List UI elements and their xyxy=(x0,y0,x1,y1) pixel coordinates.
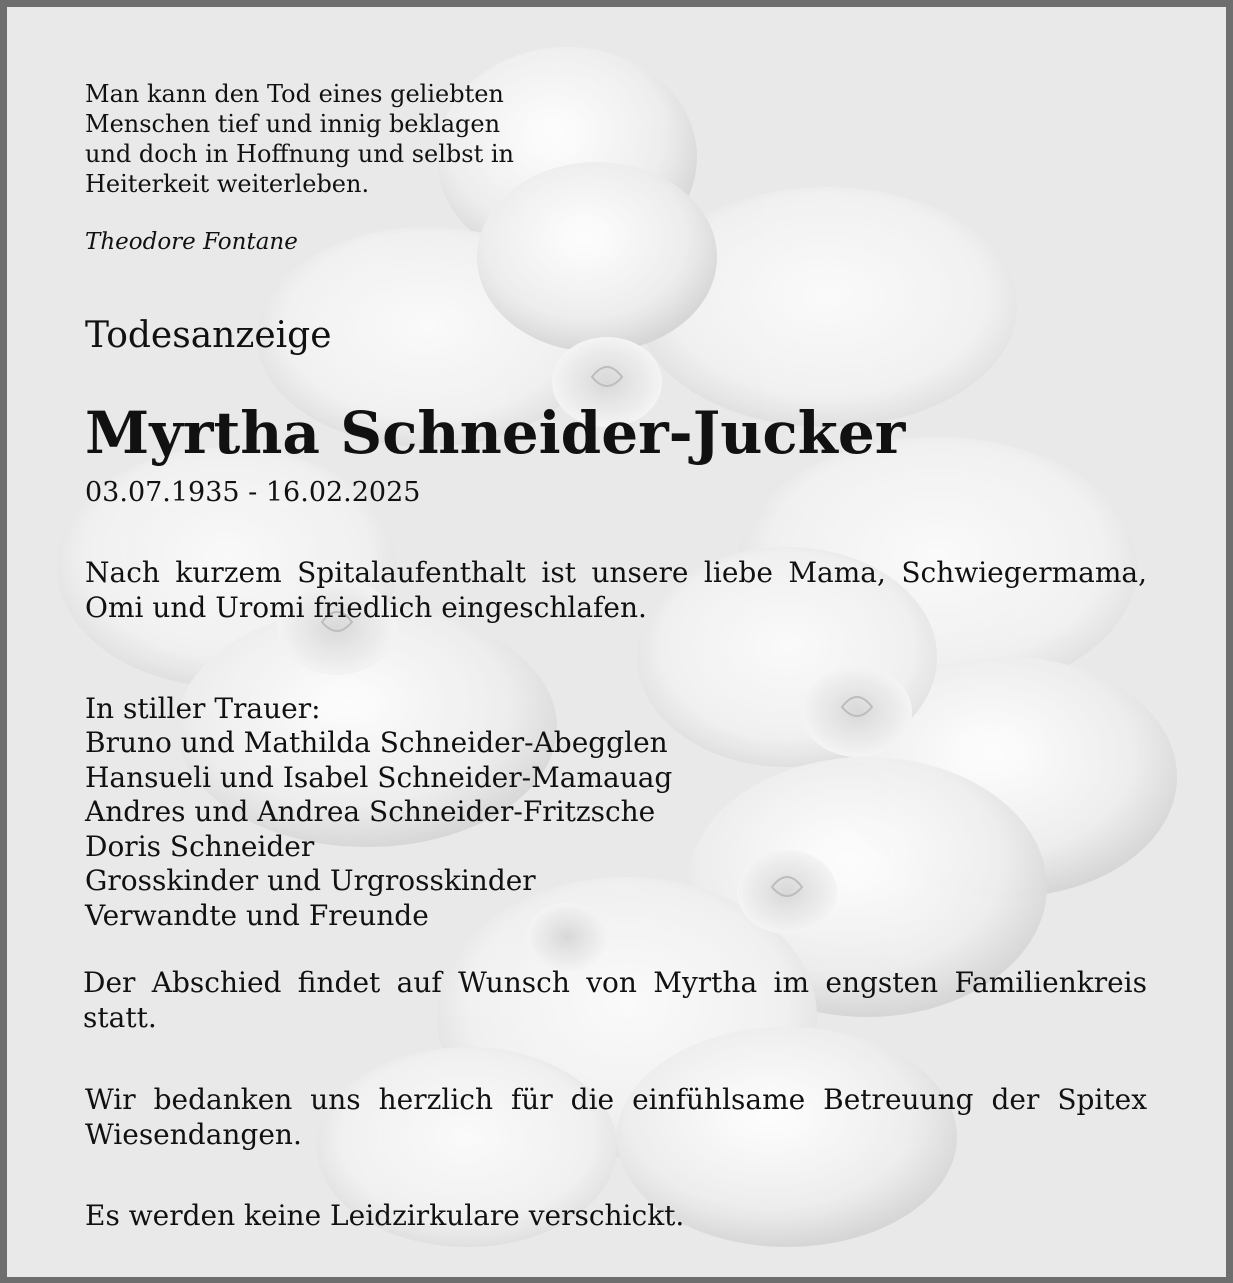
mourners-list xyxy=(85,726,672,933)
announcement-text: Nach kurzem Spitalaufenthalt ist unsere liebe Mama, Schwiegermama, Omi und Uromi friedlich eingeschlafen. xyxy=(85,556,1147,624)
mourner-entry: Bruno und Mathilda Schneider-Abegglen xyxy=(85,726,668,759)
mourning-heading: In stiller Trauer: xyxy=(85,692,321,725)
obituary-notice xyxy=(7,7,1226,1277)
deceased-name: Myrtha Schneider-Jucker xyxy=(85,399,906,467)
quote-author: Theodore Fontane xyxy=(85,229,298,255)
mourner-entry: Hansueli und Isabel Schneider-Mamauag xyxy=(85,760,673,794)
life-dates: 03.07.1935 - 16.02.2025 xyxy=(85,477,421,508)
mourner-entry: Doris Schneider xyxy=(85,829,315,863)
farewell-text: Der Abschied findet auf Wunsch von Myrtha im engsten Familienkreis statt. xyxy=(83,966,1147,1034)
mourner-entry: Grosskinder und Urgrosskinder xyxy=(85,864,536,897)
closing-text: Es werden keine Leidzirkulare verschickt. xyxy=(85,1199,685,1232)
mourner-entry: Verwandte und Freunde xyxy=(85,898,429,932)
thanks-text: Wir bedanken uns herzlich für die einfühlsame Betreuung der Spitex Wiesendangen. xyxy=(85,1083,1147,1151)
memorial-quote: Man kann den Tod eines geliebten Menschen tief und innig beklagen und doch in Hoffnung und selbst in Heiterkeit weiterleben. xyxy=(85,80,514,198)
notice-type-heading: Todesanzeige xyxy=(85,315,332,356)
mourner-entry: Andres und Andrea Schneider-Fritzsche xyxy=(85,795,656,828)
